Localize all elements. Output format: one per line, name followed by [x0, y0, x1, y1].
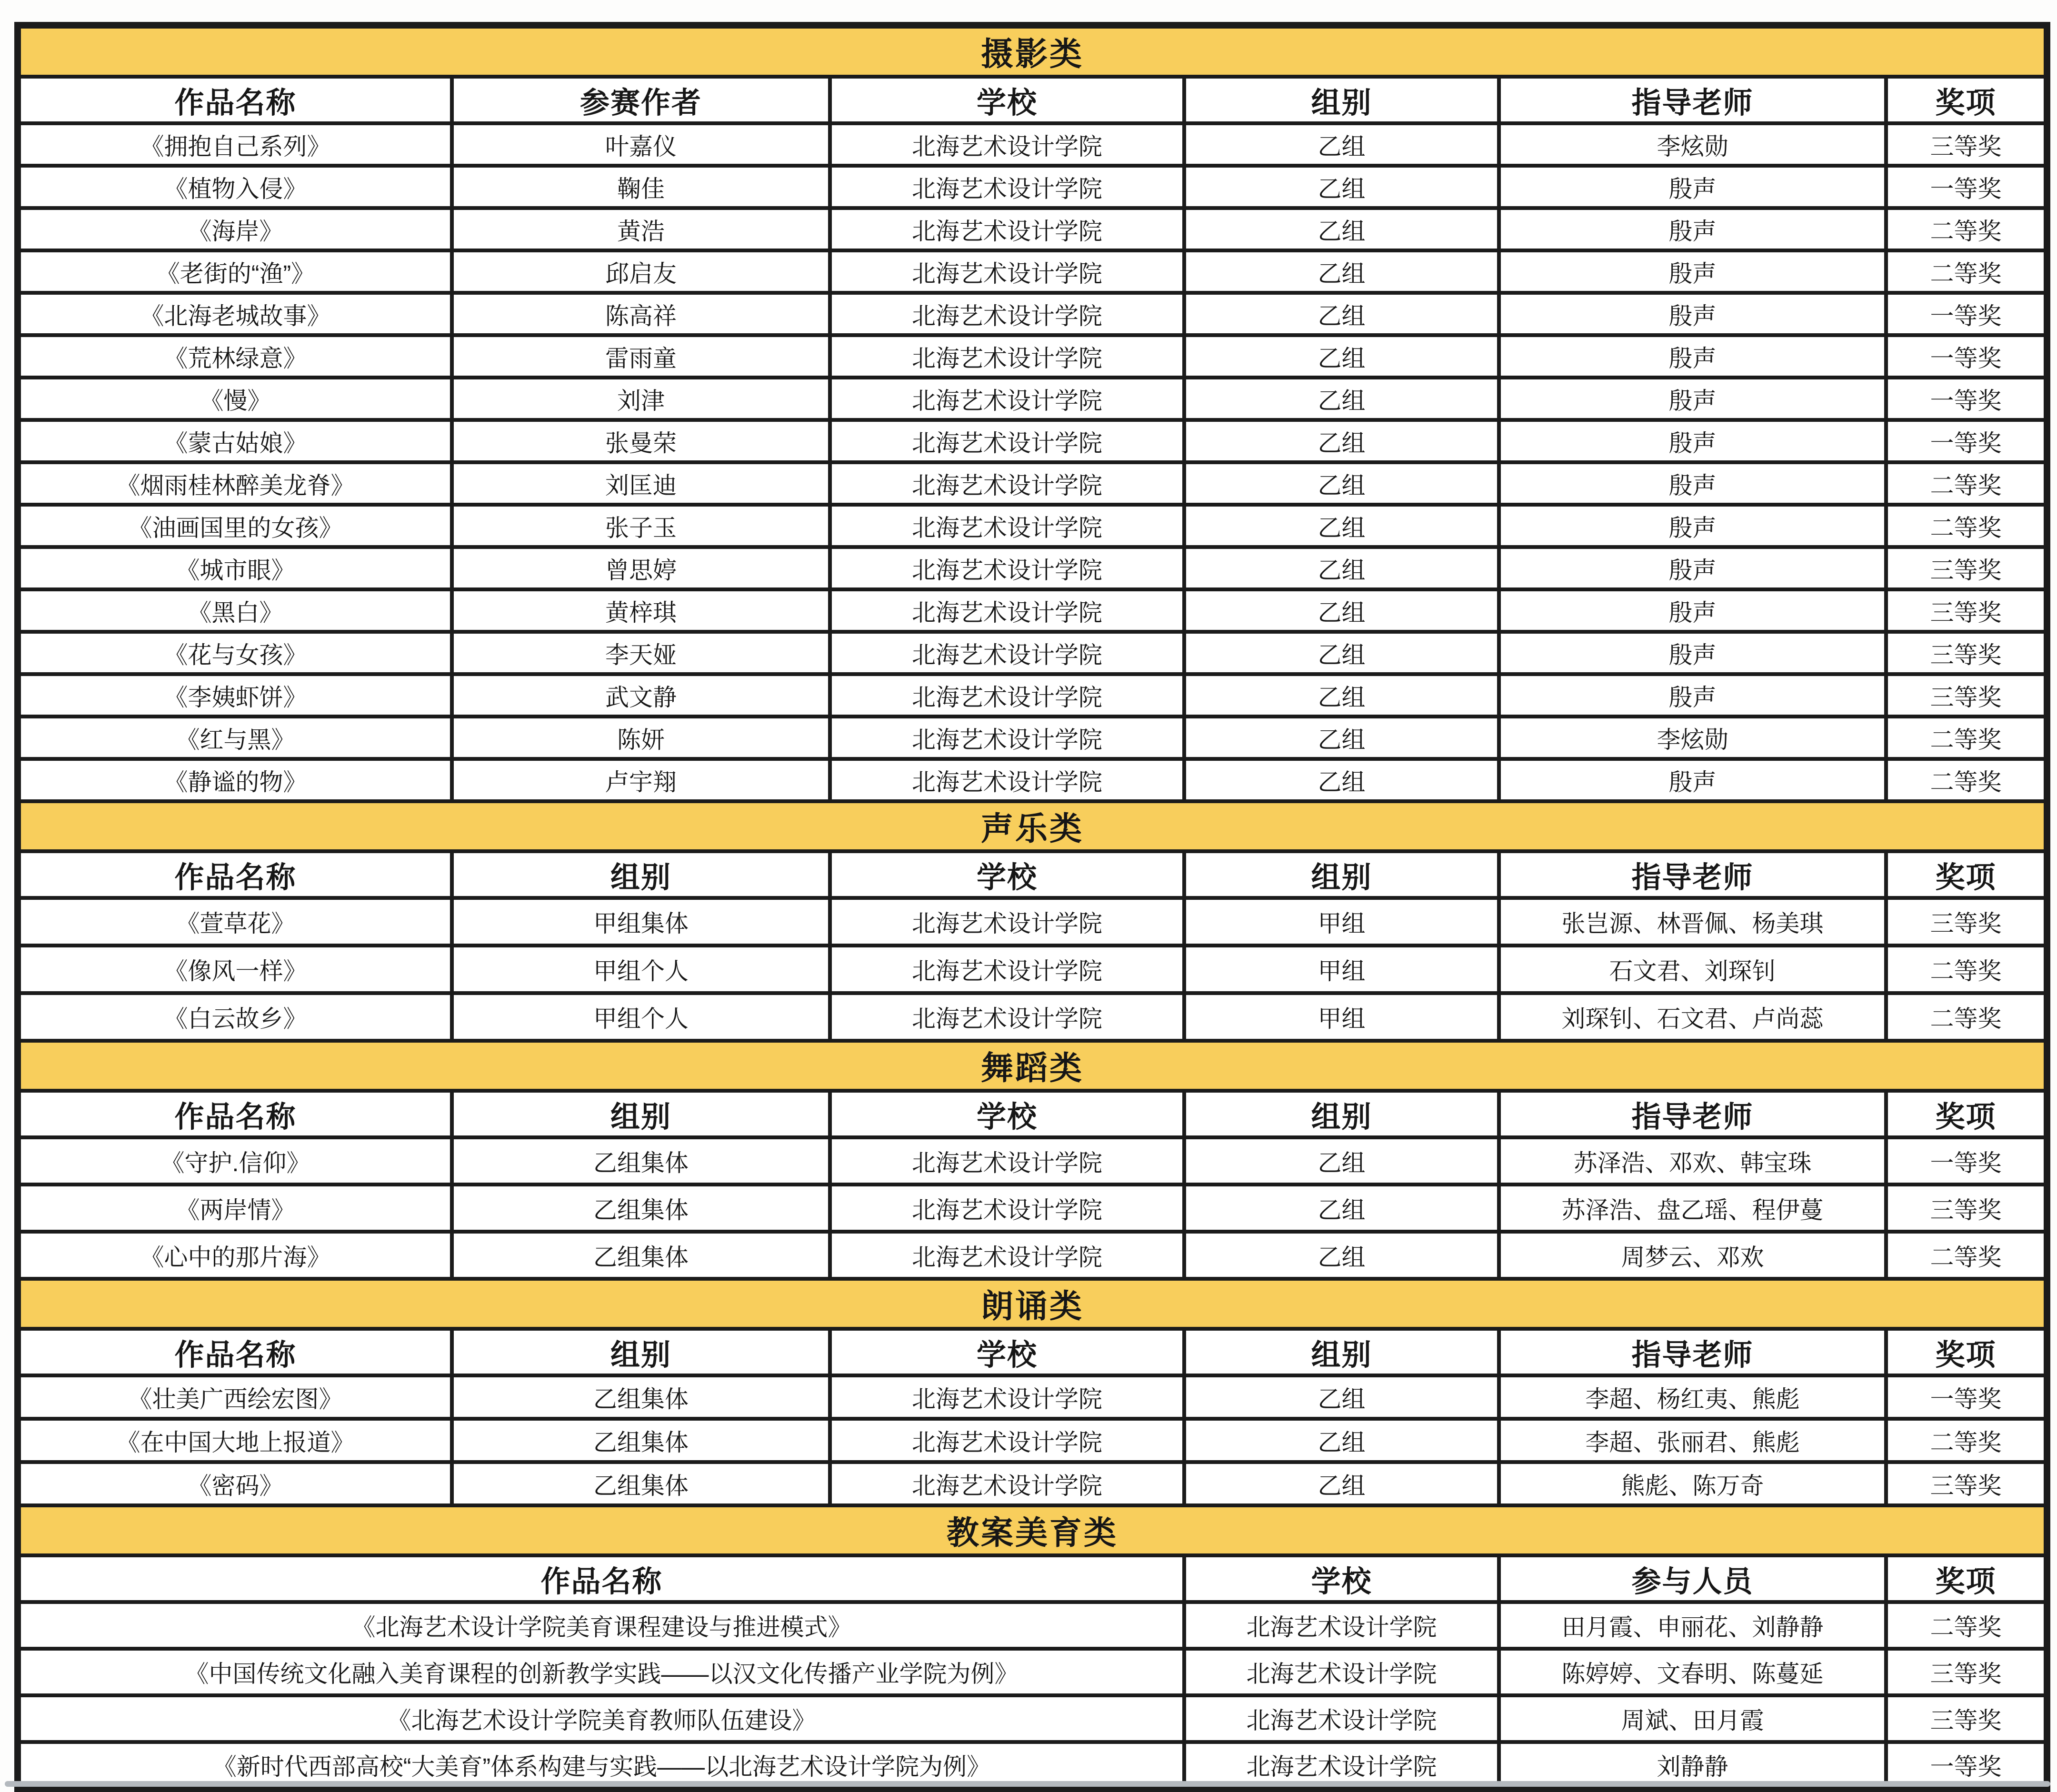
table-cell: 《老街的“渔”》	[18, 250, 452, 293]
table-cell: 李炫勋	[1499, 123, 1886, 166]
header-row	[18, 1555, 2047, 1602]
header-row	[18, 77, 2047, 123]
table-cell: 周斌、田月霞	[1499, 1695, 1886, 1742]
table-cell: 田月霞、申丽花、刘静静	[1499, 1602, 1886, 1649]
header-row	[18, 1329, 2047, 1375]
table-cell: 一等奖	[1886, 1375, 2047, 1419]
table-cell: 北海艺术设计学院	[830, 420, 1184, 462]
table-cell: 三等奖	[1886, 898, 2047, 946]
table-row	[18, 898, 2047, 946]
table-cell: 张岂源、林晋佩、杨美琪	[1499, 898, 1886, 946]
table-cell: 殷声	[1499, 674, 1886, 717]
table-cell: 北海艺术设计学院	[830, 898, 1184, 946]
table-cell: 《蒙古姑娘》	[18, 420, 452, 462]
column-header: 作品名称	[18, 1091, 452, 1137]
section-title: 摄影类	[18, 25, 2047, 77]
table-row	[18, 1695, 2047, 1742]
section-band-row	[18, 1505, 2047, 1555]
table-cell: 李超、杨红夷、熊彪	[1499, 1375, 1886, 1419]
table-cell: 乙组	[1184, 1419, 1499, 1462]
table-cell: 殷声	[1499, 420, 1886, 462]
table-row	[18, 946, 2047, 993]
table-row	[18, 1137, 2047, 1185]
table-row	[18, 335, 2047, 378]
table-cell: 乙组集体	[452, 1185, 830, 1232]
table-cell: 北海艺术设计学院	[830, 166, 1184, 208]
table-cell: 黄浩	[452, 208, 830, 250]
table-cell: 乙组	[1184, 1232, 1499, 1279]
table-cell: 陈高祥	[452, 293, 830, 335]
table-cell: 叶嘉仪	[452, 123, 830, 166]
table-cell: 乙组集体	[452, 1462, 830, 1505]
table-cell: 武文静	[452, 674, 830, 717]
table-cell: 三等奖	[1886, 1695, 2047, 1742]
table-row	[18, 293, 2047, 335]
table-cell: 乙组	[1184, 759, 1499, 801]
table-cell: 北海艺术设计学院	[830, 378, 1184, 420]
table-cell: 《黑白》	[18, 589, 452, 632]
table-cell: 北海艺术设计学院	[830, 505, 1184, 547]
section-title: 教案美育类	[18, 1505, 2047, 1555]
table-cell: 卢宇翔	[452, 759, 830, 801]
table-row	[18, 123, 2047, 166]
table-cell: 《两岸情》	[18, 1185, 452, 1232]
table-cell: 石文君、刘琛钊	[1499, 946, 1886, 993]
table-cell: 二等奖	[1886, 759, 2047, 801]
table-cell: 北海艺术设计学院	[830, 759, 1184, 801]
table-cell: 北海艺术设计学院	[830, 632, 1184, 674]
table-cell: 乙组	[1184, 378, 1499, 420]
table-cell: 殷声	[1499, 505, 1886, 547]
column-header: 学校	[830, 851, 1184, 898]
table-cell: 三等奖	[1886, 632, 2047, 674]
table-cell: 乙组	[1184, 293, 1499, 335]
column-header: 作品名称	[18, 851, 452, 898]
table-cell: 《中国传统文化融入美育课程的创新教学实践——以汉文化传播产业学院为例》	[18, 1649, 1184, 1695]
table-row	[18, 993, 2047, 1041]
table-cell: 北海艺术设计学院	[830, 250, 1184, 293]
table-cell: 乙组集体	[452, 1137, 830, 1185]
table-cell: 二等奖	[1886, 505, 2047, 547]
table-cell: 李超、张丽君、熊彪	[1499, 1419, 1886, 1462]
column-header: 奖项	[1886, 1091, 2047, 1137]
table-row	[18, 632, 2047, 674]
table-cell: 《北海老城故事》	[18, 293, 452, 335]
header-row	[18, 851, 2047, 898]
table-cell: 北海艺术设计学院	[830, 1137, 1184, 1185]
table-cell: 二等奖	[1886, 1602, 2047, 1649]
table-cell: 黄梓琪	[452, 589, 830, 632]
table-cell: 二等奖	[1886, 250, 2047, 293]
table-cell: 《心中的那片海》	[18, 1232, 452, 1279]
horizontal-scrollbar[interactable]	[5, 1781, 2050, 1787]
table-row	[18, 505, 2047, 547]
section-title: 声乐类	[18, 801, 2047, 851]
table-cell: 《白云故乡》	[18, 993, 452, 1041]
table-cell: 周梦云、邓欢	[1499, 1232, 1886, 1279]
table-cell: 殷声	[1499, 378, 1886, 420]
table-cell: 《红与黑》	[18, 717, 452, 759]
table-cell: 一等奖	[1886, 378, 2047, 420]
table-cell: 二等奖	[1886, 946, 2047, 993]
table-cell: 一等奖	[1886, 420, 2047, 462]
table-row	[18, 208, 2047, 250]
table-cell: 北海艺术设计学院	[830, 1419, 1184, 1462]
table-cell: 《壮美广西绘宏图》	[18, 1375, 452, 1419]
table-cell: 《荒林绿意》	[18, 335, 452, 378]
section-band-row	[18, 1041, 2047, 1091]
table-cell: 《海岸》	[18, 208, 452, 250]
table-cell: 一等奖	[1886, 1742, 2047, 1789]
table-row	[18, 378, 2047, 420]
table-cell: 三等奖	[1886, 1185, 2047, 1232]
table-cell: 北海艺术设计学院	[1184, 1695, 1499, 1742]
column-header: 作品名称	[18, 1555, 1184, 1602]
table-cell: 三等奖	[1886, 1649, 2047, 1695]
table-cell: 北海艺术设计学院	[830, 1462, 1184, 1505]
table-cell: 乙组	[1184, 1462, 1499, 1505]
table-row	[18, 420, 2047, 462]
table-cell: 乙组集体	[452, 1419, 830, 1462]
column-header: 组别	[1184, 77, 1499, 123]
table-row	[18, 589, 2047, 632]
table-row	[18, 1649, 2047, 1695]
table-cell: 《静谧的物》	[18, 759, 452, 801]
table-cell: 二等奖	[1886, 1232, 2047, 1279]
table-cell: 乙组	[1184, 1137, 1499, 1185]
table-cell: 《油画国里的女孩》	[18, 505, 452, 547]
table-cell: 刘津	[452, 378, 830, 420]
table-cell: 张曼荣	[452, 420, 830, 462]
column-header: 学校	[830, 1091, 1184, 1137]
table-row	[18, 547, 2047, 589]
column-header: 奖项	[1886, 1329, 2047, 1375]
table-cell: 北海艺术设计学院	[830, 1375, 1184, 1419]
table-cell: 三等奖	[1886, 123, 2047, 166]
table-cell: 乙组	[1184, 208, 1499, 250]
section-title: 朗诵类	[18, 1279, 2047, 1329]
table-cell: 甲组个人	[452, 993, 830, 1041]
table-cell: 二等奖	[1886, 462, 2047, 505]
table-cell: 刘匡迪	[452, 462, 830, 505]
table-cell: 三等奖	[1886, 589, 2047, 632]
table-cell: 三等奖	[1886, 547, 2047, 589]
table-cell: 乙组	[1184, 462, 1499, 505]
table-cell: 北海艺术设计学院	[830, 946, 1184, 993]
header-row	[18, 1091, 2047, 1137]
table-cell: 乙组集体	[452, 1232, 830, 1279]
table-row	[18, 1462, 2047, 1505]
table-cell: 殷声	[1499, 759, 1886, 801]
table-cell: 《密码》	[18, 1462, 452, 1505]
table-cell: 《北海艺术设计学院美育课程建设与推进模式》	[18, 1602, 1184, 1649]
table-cell: 乙组	[1184, 335, 1499, 378]
table-row	[18, 1419, 2047, 1462]
section-band-row	[18, 1279, 2047, 1329]
table-cell: 殷声	[1499, 335, 1886, 378]
awards-table-container	[14, 22, 2050, 1792]
table-cell: 北海艺术设计学院	[830, 335, 1184, 378]
column-header: 参赛作者	[452, 77, 830, 123]
column-header: 学校	[1184, 1555, 1499, 1602]
column-header: 学校	[830, 1329, 1184, 1375]
table-cell: 《新时代西部高校“大美育”体系构建与实践——以北海艺术设计学院为例》	[18, 1742, 1184, 1789]
table-cell: 北海艺术设计学院	[830, 589, 1184, 632]
table-row	[18, 1232, 2047, 1279]
table-row	[18, 717, 2047, 759]
table-cell: 《北海艺术设计学院美育教师队伍建设》	[18, 1695, 1184, 1742]
table-cell: 甲组	[1184, 946, 1499, 993]
table-cell: 邱启友	[452, 250, 830, 293]
table-cell: 乙组	[1184, 674, 1499, 717]
table-cell: 鞠佳	[452, 166, 830, 208]
table-cell: 北海艺术设计学院	[1184, 1602, 1499, 1649]
table-cell: 乙组集体	[452, 1375, 830, 1419]
table-cell: 《城市眼》	[18, 547, 452, 589]
table-cell: 北海艺术设计学院	[830, 547, 1184, 589]
table-cell: 殷声	[1499, 250, 1886, 293]
column-header: 奖项	[1886, 1555, 2047, 1602]
table-row	[18, 250, 2047, 293]
section-band-row	[18, 25, 2047, 77]
table-cell: 北海艺术设计学院	[830, 1185, 1184, 1232]
table-cell: 一等奖	[1886, 293, 2047, 335]
table-cell: 一等奖	[1886, 335, 2047, 378]
table-cell: 二等奖	[1886, 717, 2047, 759]
column-header: 奖项	[1886, 851, 2047, 898]
table-cell: 《在中国大地上报道》	[18, 1419, 452, 1462]
table-cell: 陈妍	[452, 717, 830, 759]
table-cell: 北海艺术设计学院	[830, 717, 1184, 759]
table-cell: 熊彪、陈万奇	[1499, 1462, 1886, 1505]
table-cell: 三等奖	[1886, 1462, 2047, 1505]
column-header: 指导老师	[1499, 1091, 1886, 1137]
table-cell: 甲组集体	[452, 898, 830, 946]
table-cell: 北海艺术设计学院	[830, 462, 1184, 505]
table-cell: 刘琛钊、石文君、卢尚蕊	[1499, 993, 1886, 1041]
table-cell: 《守护.信仰》	[18, 1137, 452, 1185]
column-header: 组别	[452, 851, 830, 898]
table-cell: 苏泽浩、邓欢、韩宝珠	[1499, 1137, 1886, 1185]
table-cell: 乙组	[1184, 1375, 1499, 1419]
table-cell: 乙组	[1184, 123, 1499, 166]
column-header: 作品名称	[18, 1329, 452, 1375]
table-cell: 《花与女孩》	[18, 632, 452, 674]
table-cell: 乙组	[1184, 420, 1499, 462]
table-cell: 张子玉	[452, 505, 830, 547]
table-cell: 北海艺术设计学院	[830, 993, 1184, 1041]
table-cell: 殷声	[1499, 462, 1886, 505]
table-cell: 李天娅	[452, 632, 830, 674]
table-cell: 乙组	[1184, 250, 1499, 293]
table-cell: 陈婷婷、文春明、陈蔓延	[1499, 1649, 1886, 1695]
table-row	[18, 462, 2047, 505]
table-cell: 北海艺术设计学院	[830, 208, 1184, 250]
table-cell: 乙组	[1184, 1185, 1499, 1232]
table-cell: 乙组	[1184, 717, 1499, 759]
table-cell: 北海艺术设计学院	[830, 293, 1184, 335]
table-cell: 乙组	[1184, 589, 1499, 632]
column-header: 指导老师	[1499, 1329, 1886, 1375]
table-row	[18, 166, 2047, 208]
column-header: 组别	[1184, 1091, 1499, 1137]
table-cell: 北海艺术设计学院	[830, 123, 1184, 166]
table-cell: 苏泽浩、盘乙瑶、程伊蔓	[1499, 1185, 1886, 1232]
table-cell: 雷雨童	[452, 335, 830, 378]
column-header: 组别	[452, 1091, 830, 1137]
column-header: 参与人员	[1499, 1555, 1886, 1602]
table-cell: 殷声	[1499, 632, 1886, 674]
table-cell: 二等奖	[1886, 1419, 2047, 1462]
table-row	[18, 759, 2047, 801]
column-header: 奖项	[1886, 77, 2047, 123]
table-cell: 北海艺术设计学院	[830, 674, 1184, 717]
table-cell: 甲组	[1184, 898, 1499, 946]
table-cell: 《像风一样》	[18, 946, 452, 993]
table-cell: 《慢》	[18, 378, 452, 420]
table-cell: 甲组	[1184, 993, 1499, 1041]
table-cell: 一等奖	[1886, 166, 2047, 208]
table-cell: 乙组	[1184, 547, 1499, 589]
column-header: 组别	[1184, 1329, 1499, 1375]
table-cell: 北海艺术设计学院	[830, 1232, 1184, 1279]
column-header: 指导老师	[1499, 851, 1886, 898]
table-cell: 乙组	[1184, 505, 1499, 547]
section-band-row	[18, 801, 2047, 851]
table-cell: 殷声	[1499, 547, 1886, 589]
table-cell: 二等奖	[1886, 208, 2047, 250]
table-cell: 《萱草花》	[18, 898, 452, 946]
column-header: 学校	[830, 77, 1184, 123]
table-cell: 三等奖	[1886, 674, 2047, 717]
table-row	[18, 1185, 2047, 1232]
table-cell: 北海艺术设计学院	[1184, 1742, 1499, 1789]
table-cell: 刘静静	[1499, 1742, 1886, 1789]
column-header: 组别	[1184, 851, 1499, 898]
awards-table	[14, 22, 2050, 1792]
table-cell: 殷声	[1499, 293, 1886, 335]
table-cell: 《李姨虾饼》	[18, 674, 452, 717]
table-cell: 殷声	[1499, 589, 1886, 632]
table-cell: 一等奖	[1886, 1137, 2047, 1185]
table-cell: 北海艺术设计学院	[1184, 1649, 1499, 1695]
table-cell: 乙组	[1184, 166, 1499, 208]
section-title: 舞蹈类	[18, 1041, 2047, 1091]
table-cell: 曾思婷	[452, 547, 830, 589]
column-header: 作品名称	[18, 77, 452, 123]
table-cell: 李炫勋	[1499, 717, 1886, 759]
table-cell: 二等奖	[1886, 993, 2047, 1041]
table-row	[18, 1375, 2047, 1419]
table-cell: 乙组	[1184, 632, 1499, 674]
table-cell: 殷声	[1499, 166, 1886, 208]
table-cell: 《植物入侵》	[18, 166, 452, 208]
table-cell: 《拥抱自己系列》	[18, 123, 452, 166]
column-header: 组别	[452, 1329, 830, 1375]
table-row	[18, 1602, 2047, 1649]
table-row	[18, 674, 2047, 717]
table-cell: 甲组个人	[452, 946, 830, 993]
table-cell: 《烟雨桂林醉美龙脊》	[18, 462, 452, 505]
column-header: 指导老师	[1499, 77, 1886, 123]
table-cell: 殷声	[1499, 208, 1886, 250]
